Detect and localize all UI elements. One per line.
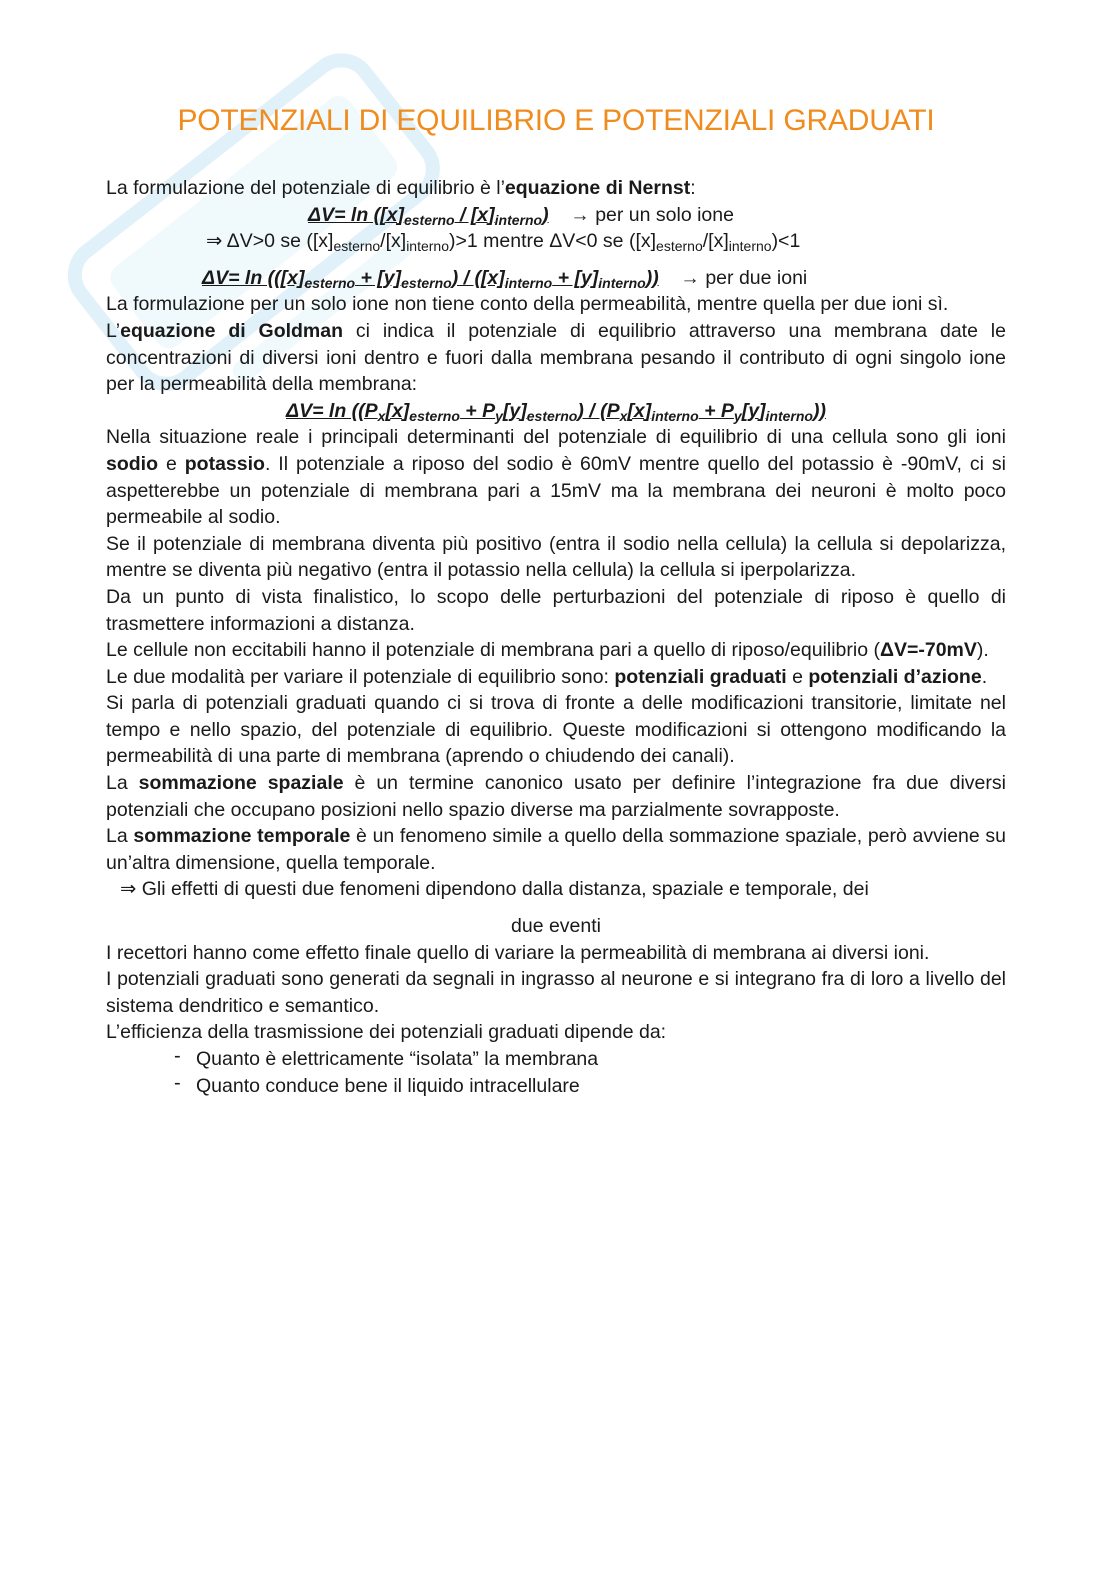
paragraph-generation: I potenziali graduati sono generati da segnali in ingrasso al neurone e si integrano fra di loro a livello del sistema dendritico e semantico. bbox=[106, 968, 1006, 1017]
paragraph-purpose: Da un punto di vista finalistico, lo scopo delle perturbazioni del potenziale di riposo è quello di trasmettere informazioni a distanza. bbox=[106, 585, 1006, 635]
effects-line: ⇒ Gli effetti di questi due fenomeni dipendono dalla distanza, spaziale e temporale, dei bbox=[120, 878, 869, 901]
paragraph-modalities: Le due modalità per variare il potenziale di equilibrio sono: potenziali graduati e potenziali d’azione. bbox=[106, 665, 988, 688]
effects-line-continued: due eventi bbox=[511, 915, 601, 938]
intro-paragraph: La formulazione del potenziale di equilibrio è l’equazione di Nernst: bbox=[106, 177, 696, 199]
paragraph-permeability: La formulazione per un solo ione non tiene conto della permeabilità, mentre quella per due ioni sì. bbox=[106, 293, 949, 316]
sign-condition: ⇒ ΔV>0 se $([x]_{esterno}/[x]_{interno})>1$ mentre ΔV<0 se $([x]_{esterno}/[x]_{interno})<1$ bbox=[206, 230, 801, 255]
nernst-single-equation: $\Delta V= \ln ([x]_{esterno} / [x]_{interno})$ → per un solo ione bbox=[308, 203, 734, 228]
paragraph-depolarization: Se il potenziale di membrana diventa più positivo (entra il sodio nella cellula) la cellula si depolarizza, mentre se diventa più negativo (entra il potassio nella cellula) la cellula si iperpolarizza. bbox=[106, 532, 1006, 582]
paragraph-efficiency: L’efficienza della trasmissione dei potenziali graduati dipende da: bbox=[106, 1021, 667, 1044]
paragraph-graded-potentials: Si parla di potenziali graduati quando ci si trova di fronte a delle modificazioni transitorie, limitate nel tempo e nello spazio, del potenziale di equilibrio. Queste modificazioni si ottengono modificando la permeabilità di una parte di membrana (aprendo o chiudendo dei canali). bbox=[106, 692, 1006, 768]
document-body bbox=[106, 175, 1006, 1099]
efficiency-list bbox=[106, 1046, 1006, 1099]
page-title: POTENZIALI DI EQUILIBRIO E POTENZIALI GRADUATI bbox=[177, 104, 935, 137]
list-item: - Quanto conduce bene il liquido intracellulare bbox=[172, 1073, 1006, 1100]
list-item: - Quanto è elettricamente “isolata” la membrana bbox=[172, 1046, 1006, 1073]
paragraph-spatial-summation: La sommazione spaziale è un termine canonico usato per definire l’integrazione fra due diversi potenziali che occupano posizioni nello spazio diverse ma parzialmente sovrapposte. bbox=[106, 772, 1006, 821]
paragraph-sodium-potassium: Nella situazione reale i principali determinanti del potenziale di equilibrio di una cellula sono gli ioni sodio e potassio. Il potenziale a riposo del sodio è 60mV mentre quello del potassio è -90mV, ci si aspetterebbe un potenziale di membrana pari a 15mV ma la membrana dei neuroni è molto poco permeabile al sodio. bbox=[106, 426, 1007, 529]
goldman-equation: $\Delta V= \ln ((P_x[x]_{esterno} + P_y[y]_{esterno}) / (P_x[x]_{interno} + P_y[y]_{interno}))$ bbox=[286, 399, 826, 424]
paragraph-resting-potential: Le cellule non eccitabili hanno il potenziale di membrana pari a quello di riposo/equilibrio (ΔV=-70mV). bbox=[106, 639, 989, 662]
paragraph-goldman: L’equazione di Goldman ci indica il potenziale di equilibrio attraverso una membrana date le concentrazioni di diversi ioni dentro e fuori dalla membrana pesando il contributo di ogni singolo ione per la permeabilità della membrana: bbox=[106, 319, 1006, 396]
paragraph-temporal-summation: La sommazione temporale è un fenomeno simile a quello della sommazione spaziale, però avviene su un’altra dimensione, quella temporale. bbox=[106, 825, 1007, 874]
paragraph-receptors: I recettori hanno come effetto finale quello di variare la permeabilità di membrana ai diversi ioni. bbox=[106, 941, 930, 964]
nernst-two-ions-equation: $\Delta V= \ln (([x]_{esterno} + [y]_{esterno}) / ([x]_{interno} + [y]_{interno}))$ → per due ioni bbox=[202, 266, 808, 291]
